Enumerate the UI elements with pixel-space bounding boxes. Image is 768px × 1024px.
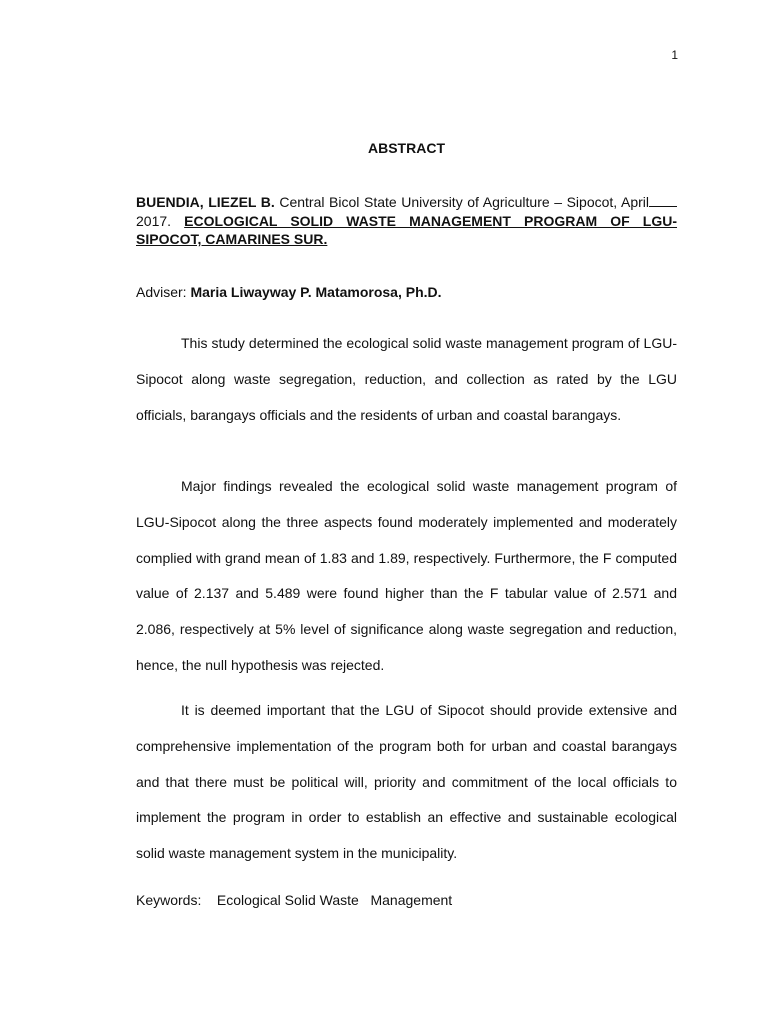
adviser-name: Maria Liwayway P. Matamorosa, Ph.D. bbox=[190, 284, 442, 300]
thesis-title: ECOLOGICAL SOLID WASTE MANAGEMENT PROGRAM OF LGU-SIPOCOT, CAMARINES SUR. bbox=[136, 212, 678, 247]
keywords-value: Ecological Solid Waste Management bbox=[216, 892, 453, 908]
keywords-line bbox=[136, 892, 677, 908]
adviser-line bbox=[136, 284, 677, 300]
page-number: 1 bbox=[671, 48, 678, 62]
date-month: April bbox=[621, 194, 650, 210]
abstract-paragraph-1: This study determined the ecological solid waste management program of LGU-Sipocot along waste segregation, reduction, and collection as rated by the LGU officials, barangays officials and the residents of urban and coastal barangays. bbox=[136, 335, 677, 423]
institution: Central Bicol State University of Agriculture – Sipocot, bbox=[279, 194, 618, 210]
citation-block bbox=[136, 193, 677, 249]
abstract-paragraph-3: It is deemed important that the LGU of Sipocot should provide extensive and comprehensive implementation of the program both for urban and coastal barangays and that there must be political will, priority and commitment of the local officials to implement the program in order to establish an effective and sustainable ecological solid waste management system in the municipality. bbox=[136, 702, 677, 862]
date-year: 2017. bbox=[136, 212, 172, 229]
adviser-label: Adviser: bbox=[136, 284, 187, 300]
author-name: BUENDIA, LIEZEL B. bbox=[136, 194, 275, 210]
keywords-label: Keywords: bbox=[136, 892, 202, 908]
date-blank bbox=[649, 194, 677, 207]
page-title: ABSTRACT bbox=[368, 140, 445, 156]
abstract-paragraph-2: Major findings revealed the ecological solid waste management program of LGU-Sipocot along the three aspects found moderately implemented and moderately complied with grand mean of 1.83 and 1.89, respectively. Furthermore, the F computed value of 2.137 and 5.489 were found higher than the F tabular value of 2.571 and 2.086, respectively at 5% level of significance along waste segregation and reduction, hence, the null hypothesis was rejected. bbox=[136, 478, 677, 673]
